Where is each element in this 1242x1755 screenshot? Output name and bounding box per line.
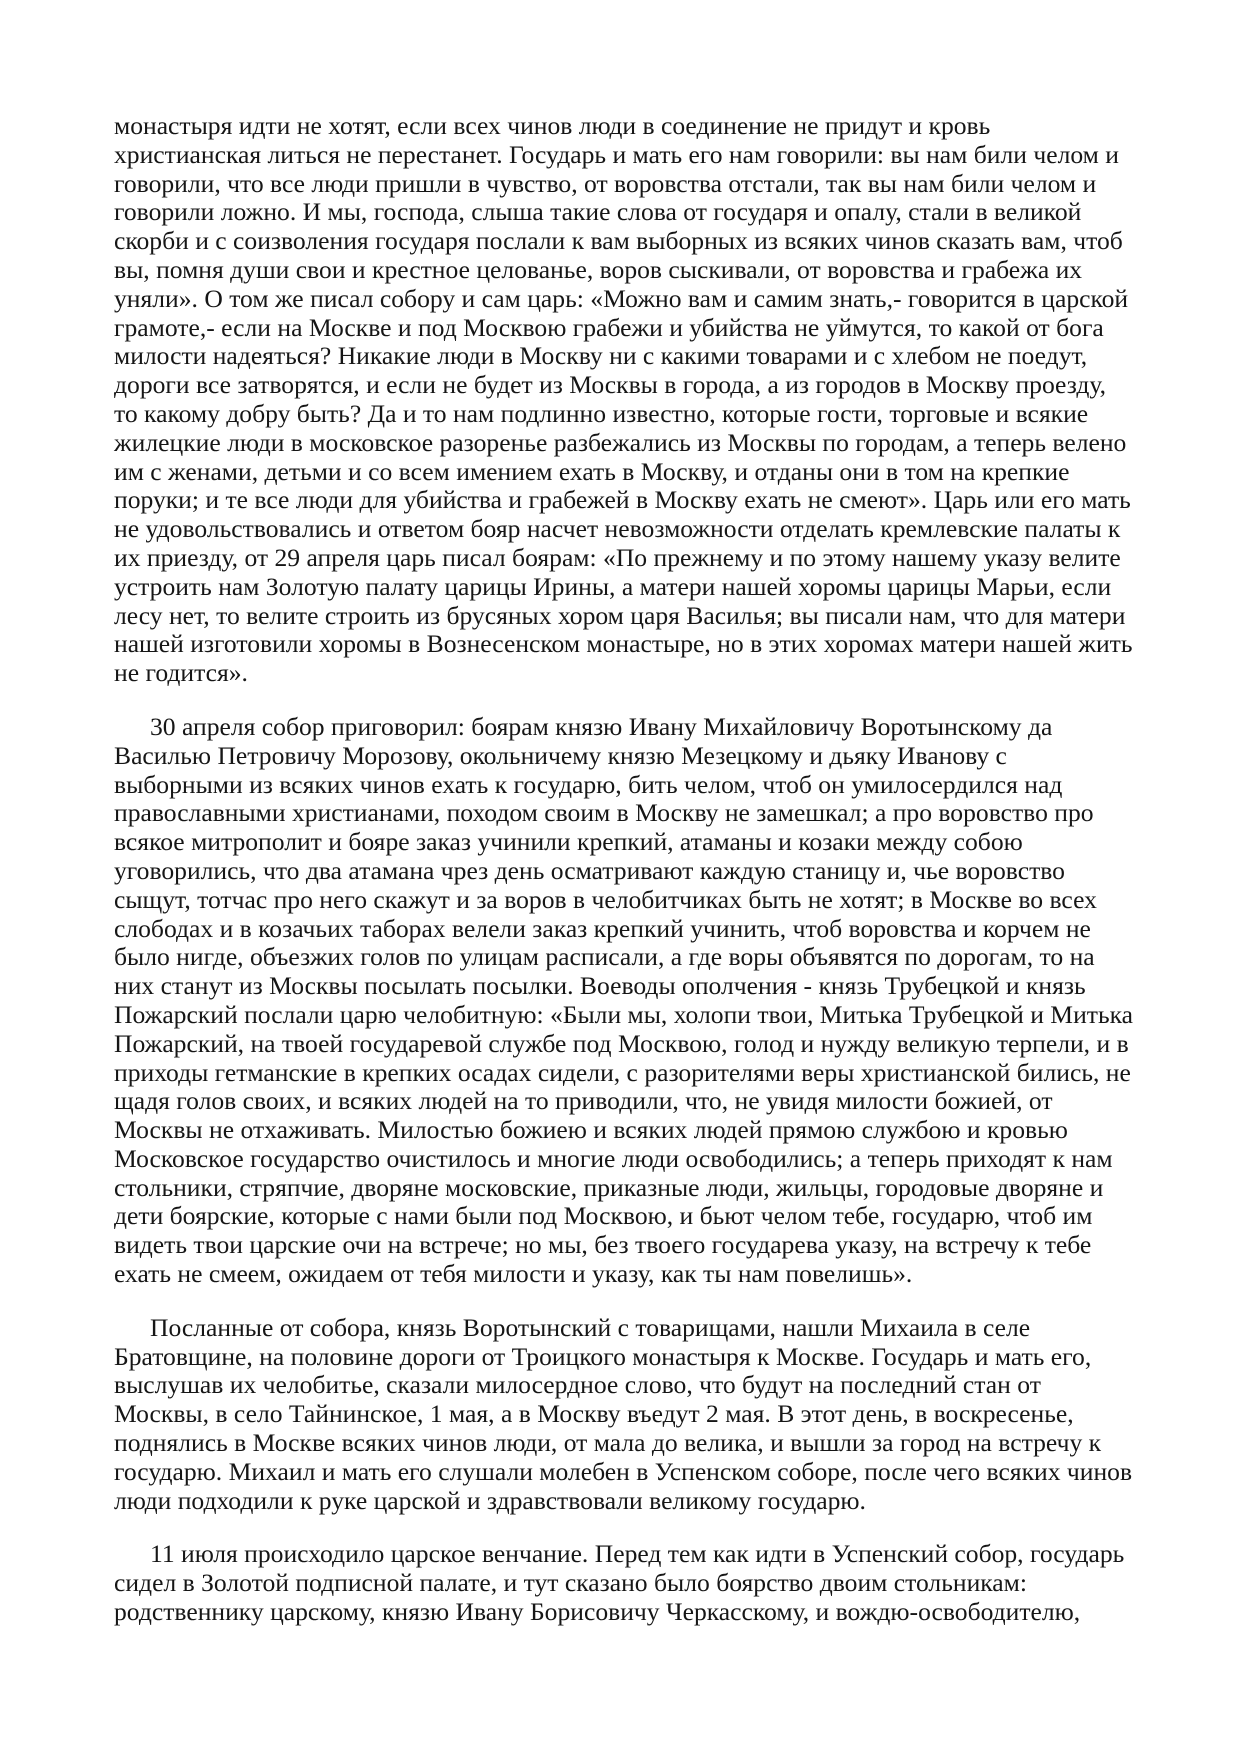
paragraph-4: 11 июля происходило царское венчание. Перед тем как идти в Успенский собор, государь сидел в Золотой подписной палате, и тут сказано было боярство двоим стольникам: родственнику царскому, князю Ивану Борисовичу Черкасскому, и вождю-освободителю, xyxy=(114,1539,1125,1627)
document-page xyxy=(114,112,1134,1627)
paragraph-1: монастыря идти не хотят, если всех чинов люди в соединение не придут и кровь христианская литься не перестанет. Государь и мать его нам говорили: вы нам били челом и говорили, что все люди пришли в чувство, от воровства отстали, так вы нам били челом и говорили ложно. И мы, господа, слыша такие слова от государя и опалу, стали в великой скорби и с соизволения государя послали к вам выборных из всяких чинов сказать вам, чтоб вы, помня души свои и крестное целованье, воров сыскивали, от воровства и грабежа их уняли». О том же писал собору и сам царь: «Можно вам и самим знать,- говорится в царской грамоте,- если на Москве и под Москвою грабежи и убийства не уймутся, то какой от бога милости надеяться? Никакие люди в Москву ни с какими товарами и с хлебом не поедут, дороги все затворятся, и если не будет из Москвы в города, а из городов в Москву проезду, то какому добру быть? Да и то нам подлинно известно, которые гости, торговые и всякие жилецкие люди в московское разоренье разбежались из Москвы по городам, а теперь велено им с женами, детьми и со всем имением ехать в Москву, и отданы они в том на крепкие поруки; и те все люди для убийства и грабежей в Москву ехать не смеют». Царь или его мать не удовольствовались и ответом бояр насчет невозможности отделать кремлевские палаты к их приезду, от 29 апреля царь писал боярам: «По прежнему и по этому нашему указу велите устроить нам Золотую палату царицы Ирины, а матери нашей хоромы царицы Марьи, если лесу нет, то велите строить из брусяных хором царя Василья; вы писали нам, что для матери нашей изготовили хоромы в Вознесенском монастыре, но в этих хоромах матери нашей жить не годится». xyxy=(114,111,1133,688)
paragraph-3: Посланные от собора, князь Воротынский с товарищами, нашли Михаила в селе Братовщине, на половине дороги от Троицкого монастыря к Москве. Государь и мать его, выслушав их челобитье, сказали милосердное слово, что будут на последний стан от Москвы, в село Тайнинское, 1 мая, а в Москву въедут 2 мая. В этот день, в воскресенье, поднялись в Москве всяких чинов люди, от мала до велика, и вышли за город на встречу к государю. Михаил и мать его слушали молебен в Успенском соборе, после чего всяких чинов люди подходили к руке царской и здравствовали великому государю. xyxy=(114,1312,1133,1515)
paragraph-2: 30 апреля собор приговорил: боярам князю Ивану Михайловичу Воротынскому да Василью Петровичу Морозову, окольничему князю Мезецкому и дьяку Иванову с выборными из всяких чинов ехать к государю, бить челом, чтоб он умилосердился над православными христианами, походом своим в Москву не замешкал; а про воровство про всякое митрополит и бояре заказ учинили крепкий, атаманы и козаки между собою уговорились, что два атамана чрез день осматривают каждую станицу и, чье воровство сыщут, тотчас про него скажут и за воров в челобитчиках быть не хотят; в Москве во всех слободах и в козачьих таборах велели заказ крепкий учинить, чтоб воровства и корчем не было нигде, объезжих голов по улицам расписали, а где воры объявятся по дорогам, то на них станут из Москвы посылать посылки. Воеводы ополчения - князь Трубецкой и князь Пожарский послали царю челобитную: «Были мы, холопи твои, Митька Трубецкой и Митька Пожарский, на твоей государевой службе под Москвою, голод и нужду великую терпели, и в приходы гетманские в крепких осадах сидели, с разорителями веры христианской бились, не щадя голов своих, и всяких людей на то приводили, что, не увидя милости божией, от Москвы не отхаживать. Милостью божиею и всяких людей прямою службою и кровью Московское государство очистилось и многие люди освободились; а теперь приходят к нам стольники, стряпчие, дворяне московские, приказные люди, жильцы, городовые дворяне и дети боярские, которые с нами были под Москвою, и бьют челом тебе, государю, чтоб им видеть твои царские очи на встрече; но мы, без твоего государева указу, на встречу к тебе ехать не смеем, ожидаем от тебя милости и указу, как ты нам повелишь». xyxy=(114,711,1134,1289)
